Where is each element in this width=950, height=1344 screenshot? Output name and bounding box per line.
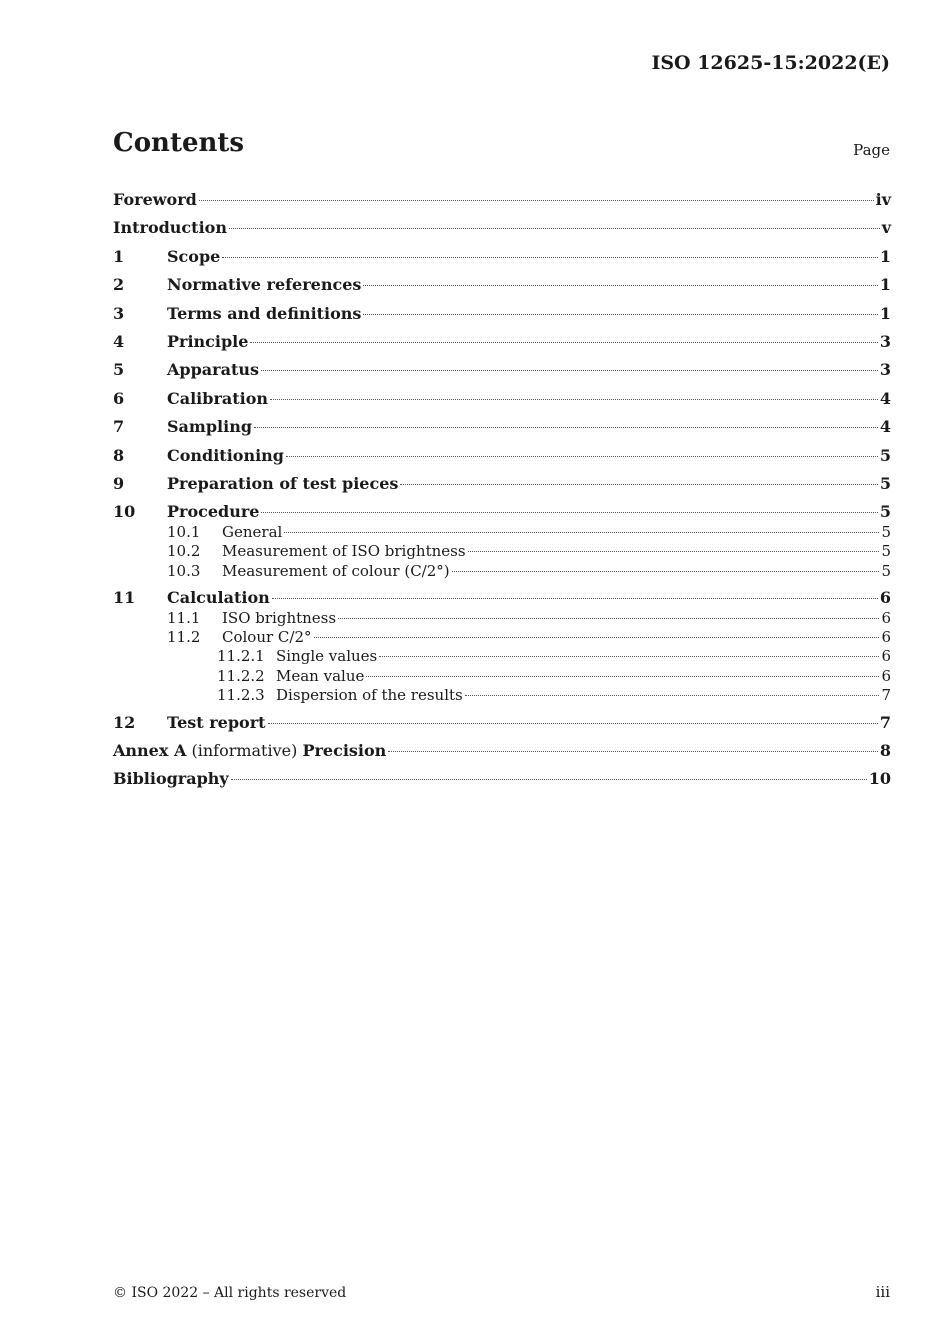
toc-entry-number: 11.1 [167,608,201,627]
toc-entry-number: 11 [113,588,136,608]
toc-entry-title-text: Scope [167,246,221,266]
toc-entry-title-text: Calibration [167,388,269,408]
toc-entry-title [167,385,268,413]
dot-leader [465,694,880,696]
toc-entry-title [222,562,450,581]
toc-entry-title [167,300,361,328]
toc-entry[interactable] [113,442,891,470]
toc-entry-title [113,214,227,242]
toc-entry[interactable] [113,214,891,242]
toc-entry[interactable] [113,328,891,356]
toc-entry-title [167,328,248,356]
toc-entry-page: 1 [879,303,891,323]
toc-entry-number: 10.2 [167,542,201,561]
toc-entry-title-text: ISO brightness [222,608,337,627]
toc-entry-title [167,271,361,299]
toc-entry-title [167,709,266,737]
toc-entry-page: 1 [879,275,891,295]
toc-entry[interactable] [113,271,891,299]
toc-entry[interactable] [113,470,891,498]
toc-entry-page: 5 [881,561,891,580]
toc-entry-number: 3 [113,303,125,323]
toc-entry-number: 11.2.3 [217,686,265,705]
table-of-contents [113,186,891,794]
toc-entry-title-text: Calculation [167,588,270,608]
toc-entry-title-text: Mean value [276,666,365,685]
toc-entry-page: 4 [879,388,891,408]
toc-entry-title [222,542,466,561]
toc-entry-title [276,667,364,686]
dot-leader [231,778,867,780]
toc-entry-page: 7 [879,712,891,732]
toc-entry-title-text: Principle [167,332,249,352]
dot-leader [270,398,878,400]
toc-entry-title [113,765,229,793]
toc-entry-title [113,737,386,765]
contents-heading: Contents [113,128,245,158]
toc-entry-number: 4 [113,332,125,352]
toc-entry-number: 10 [113,502,136,522]
toc-entry-number: 6 [113,388,125,408]
toc-entry-title-text: Measurement of ISO brightness [222,542,466,561]
toc-entry-title-text: Procedure [167,502,260,522]
dot-leader [286,455,878,457]
toc-entry-number: 10.3 [167,561,201,580]
toc-entry-title-text: Annex A [113,740,187,760]
dot-leader [229,227,880,229]
toc-entry-title [167,356,259,384]
toc-entry[interactable] [113,562,891,581]
toc-entry-title [113,186,197,214]
annex-title: Precision [302,740,387,760]
toc-entry[interactable] [113,667,891,686]
dot-leader [363,284,877,286]
toc-entry[interactable] [113,356,891,384]
toc-entry-page: iv [875,190,891,209]
toc-entry-title-text: Colour C/2° [222,627,312,646]
toc-entry-title [167,470,398,498]
toc-entry-title-text: Normative references [167,275,362,295]
toc-entry-title-text: Bibliography [113,769,229,789]
toc-entry-title-text: Foreword [113,190,197,209]
dot-leader [452,570,880,572]
dot-leader [272,597,878,599]
toc-entry-number: 10.1 [167,522,201,541]
toc-entry-title-text: Single values [276,647,378,666]
toc-entry-title-text: Dispersion of the results [276,686,463,705]
toc-entry-page: 7 [881,686,891,705]
document-id: ISO 12625-15:2022(E) [651,52,890,74]
toc-entry-title-text: Introduction [113,218,227,238]
toc-entry-page: 5 [879,502,891,522]
toc-entry-title [167,413,252,441]
toc-entry-title-text: Measurement of colour (C/2°) [222,561,450,580]
toc-entry-title [276,686,463,705]
toc-entry-title-text: Conditioning [167,445,284,465]
dot-leader [400,483,877,485]
dot-leader [268,722,878,724]
toc-entry-title [222,523,282,542]
toc-entry[interactable] [113,686,891,705]
toc-entry-page: 5 [881,522,891,541]
toc-entry-page: 4 [879,417,891,437]
dot-leader [363,313,877,315]
toc-entry-page: 10 [868,769,891,789]
toc-entry-title-text: Apparatus [167,360,259,380]
toc-entry-title-text: General [222,522,283,541]
toc-entry-title-text: Preparation of test pieces [167,474,399,494]
toc-entry-page: 5 [881,542,891,561]
dot-leader [388,750,878,752]
toc-entry-title [222,628,312,647]
toc-entry[interactable] [113,609,891,628]
dot-leader [314,636,880,638]
toc-entry-title-text: Terms and definitions [167,303,362,323]
toc-entry-title [167,442,284,470]
copyright-notice: © ISO 2022 – All rights reserved [113,1285,347,1301]
toc-entry[interactable] [113,542,891,561]
toc-entry[interactable] [113,243,891,271]
toc-entry-number: 2 [113,275,125,295]
page-column-label: Page [853,141,890,159]
toc-entry-title [222,609,336,628]
toc-entry-title-text: Sampling [167,417,253,437]
dot-leader [379,655,879,657]
toc-entry-page: 5 [879,474,891,494]
dot-leader [261,511,877,513]
dot-leader [250,341,877,343]
toc-entry-number: 11.2.1 [217,647,265,666]
toc-entry-page: 3 [879,332,891,352]
page-number: iii [875,1283,890,1301]
dot-leader [366,675,879,677]
toc-entry[interactable] [113,300,891,328]
toc-entry-page: 8 [879,740,891,760]
toc-entry[interactable] [113,413,891,441]
toc-entry-page: 6 [881,608,891,627]
toc-entry-page: 6 [879,588,891,608]
toc-entry-number: 11.2 [167,627,201,646]
dot-leader [222,256,878,258]
toc-entry-number: 12 [113,712,136,732]
toc-entry[interactable] [113,647,891,666]
annex-type-label: (informative) [186,740,303,760]
toc-entry-page: 1 [879,246,891,266]
toc-entry-number: 8 [113,445,125,465]
dot-leader [254,426,878,428]
toc-entry-page: 6 [881,627,891,646]
dot-leader [468,550,880,552]
dot-leader [199,199,874,201]
dot-leader [284,531,879,533]
toc-entry-number: 5 [113,360,125,380]
toc-entry-page: 6 [881,647,891,666]
toc-entry-number: 11.2.2 [217,666,265,685]
toc-entry-number: 7 [113,417,125,437]
toc-entry-page: 6 [881,666,891,685]
toc-entry-number: 9 [113,474,125,494]
toc-entry[interactable] [113,186,891,214]
dot-leader [338,617,879,619]
toc-entry[interactable] [113,709,891,737]
dot-leader [261,369,878,371]
toc-entry[interactable] [113,737,891,765]
toc-entry[interactable] [113,628,891,647]
toc-entry-page: v [881,218,891,238]
toc-entry-title [276,647,377,666]
toc-entry[interactable] [113,523,891,542]
toc-entry-title [167,243,220,271]
toc-entry-page: 5 [879,445,891,465]
toc-entry[interactable] [113,385,891,413]
toc-entry-title-text: Test report [167,712,266,732]
toc-entry[interactable] [113,765,891,793]
toc-entry-page: 3 [879,360,891,380]
toc-entry-number: 1 [113,246,125,266]
